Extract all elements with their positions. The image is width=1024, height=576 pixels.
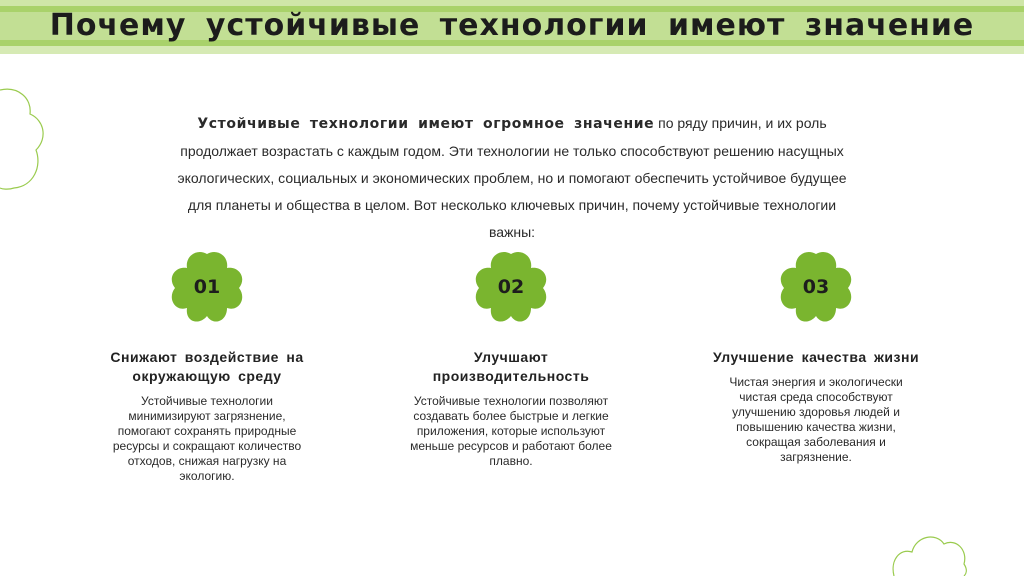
reason-number: 01: [193, 276, 221, 298]
reason-text: Устойчивые технологии минимизируют загрязнение, помогают сохранять природные ресурсы и сокращают количество отходов, снижая нагрузку на экологию.: [112, 394, 302, 483]
reason-text: Чистая энергия и экологически чистая среда способствуют улучшению здоровья людей и повышению качества жизни, сокращая заболевания и загрязнение.: [729, 375, 903, 464]
flower-outline-decoration-left: [0, 86, 50, 196]
flower-outline-decoration-right: [890, 530, 970, 576]
reason-card-2: [406, 250, 616, 469]
intro-paragraph: [170, 110, 854, 246]
reason-title: Улучшение качества жизни: [712, 349, 920, 365]
reason-title: Улучшают производительность: [432, 349, 590, 384]
page-title: Почему устойчивые технологии имеют значение: [49, 8, 975, 43]
flower-badge-icon: [167, 250, 247, 324]
flower-badge-icon: [776, 250, 856, 324]
reason-title: Снижают воздействие на окружающую среду: [110, 349, 304, 384]
reason-number: 03: [802, 276, 830, 298]
flower-badge-icon: [471, 250, 551, 324]
intro-rest: по ряду причин, и их роль продолжает возрастать с каждым годом. Эти технологии не только способствуют решению насущных экологических, социальных и экономических проблем, но и помогают обеспечить устойчивое будущее для планеты и общества в целом. Вот несколько ключевых причин, почему устойчивые технологии важны:: [177, 115, 847, 240]
reason-card-1: [102, 250, 312, 484]
intro-bold: Устойчивые технологии имеют огромное значение: [197, 116, 655, 132]
reason-number: 02: [497, 276, 525, 298]
reason-card-3: [711, 250, 921, 465]
reason-text: Устойчивые технологии позволяют создавать более быстрые и легкие приложения, которые используют меньше ресурсов и работают более плавно.: [410, 394, 612, 468]
